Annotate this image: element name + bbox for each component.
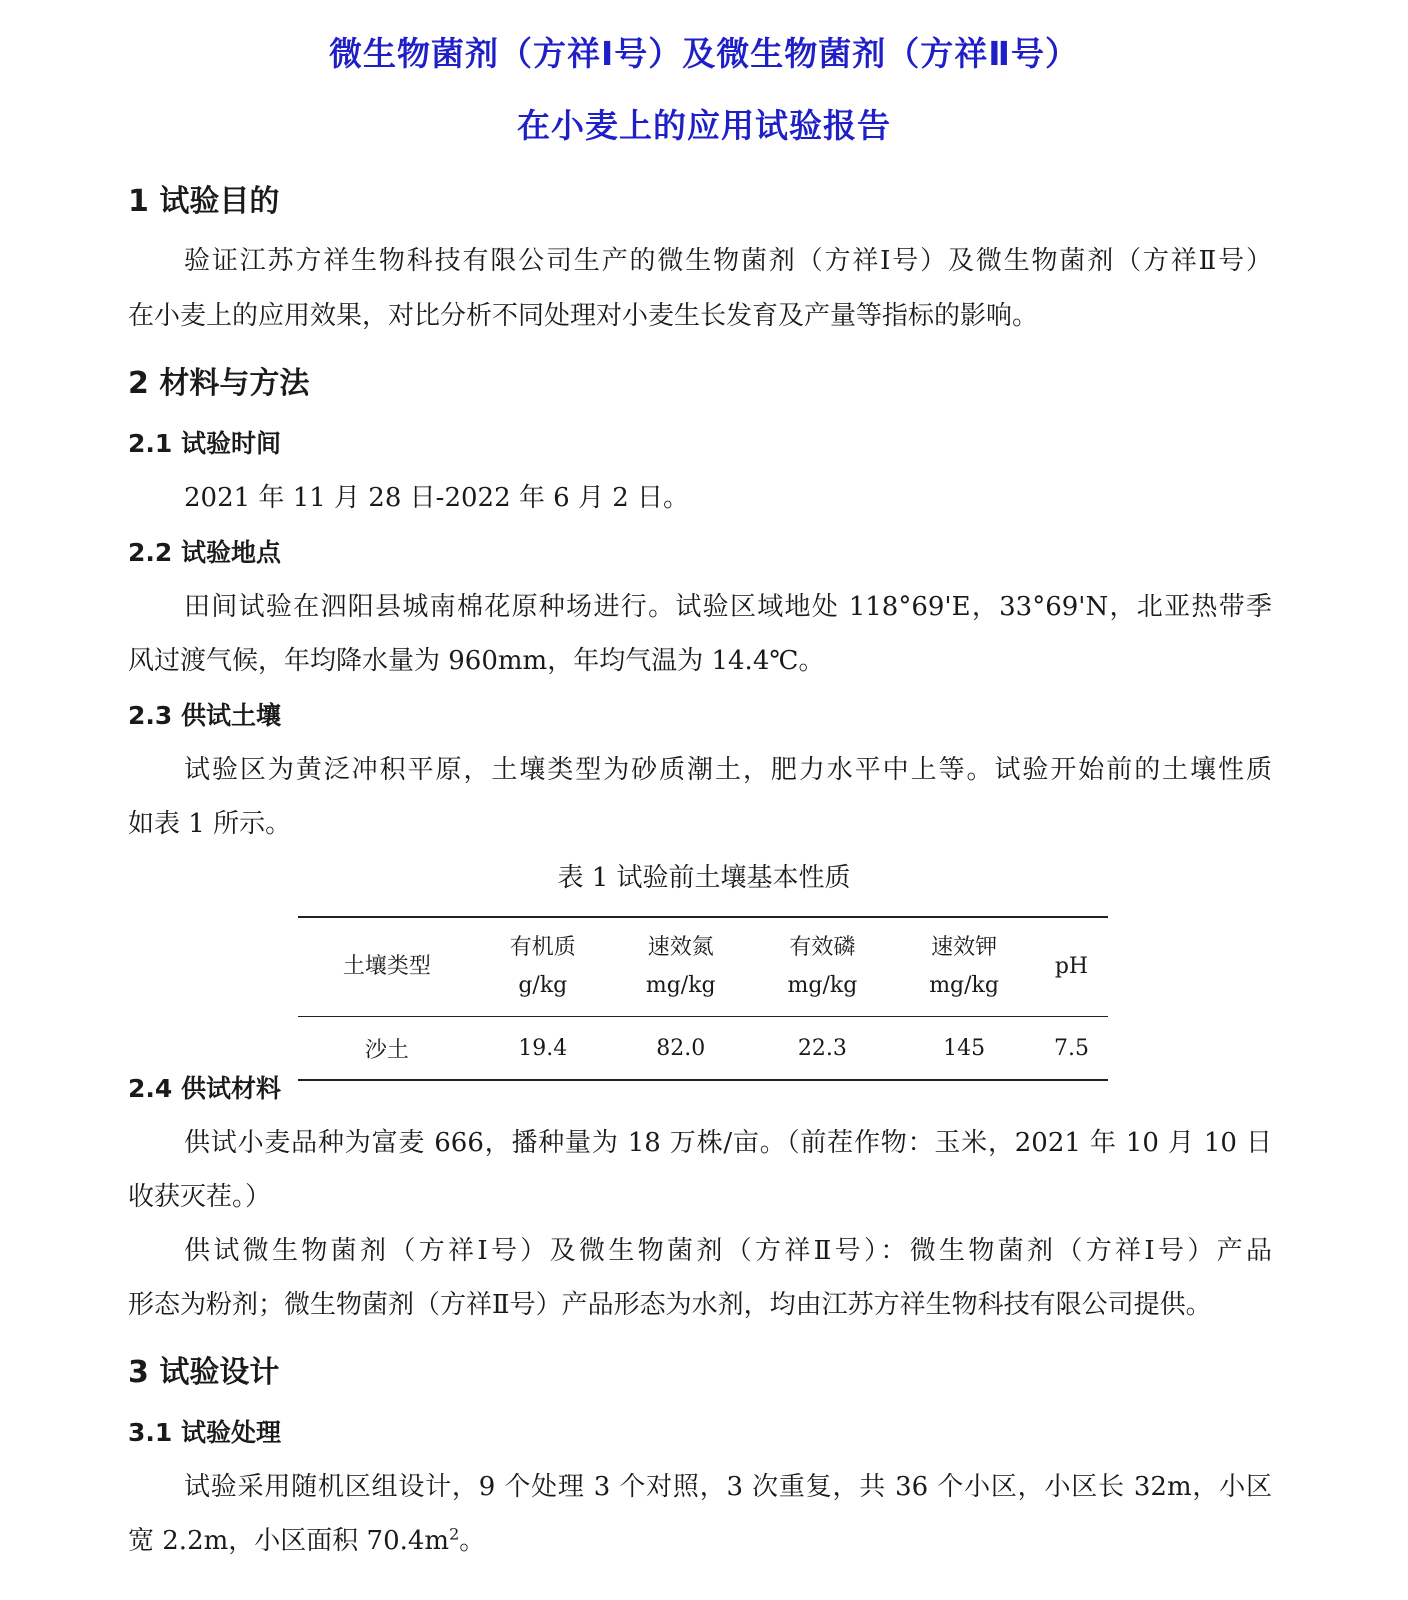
paragraph-line: 供试微生物菌剂（方祥Ⅰ号）及微生物菌剂（方祥Ⅱ号）：微生物菌剂（方祥Ⅰ号）产品 xyxy=(184,1236,1272,1266)
paragraph-line: 如表 1 所示。 xyxy=(128,809,292,839)
table-cell: 22.3 xyxy=(797,1035,847,1061)
subsection-heading-2-4: 2.4 供试材料 xyxy=(128,1074,281,1103)
column-header: 速效钾 mg/kg xyxy=(893,917,1035,1017)
paragraph-line: 供试小麦品种为富麦 666，播种量为 18 万株/亩。（前茬作物：玉米，2021 年 10 月 10 日 xyxy=(184,1128,1272,1158)
subsection-heading-2-2: 2.2 试验地点 xyxy=(128,538,281,567)
column-header: 有机质 g/kg xyxy=(476,917,610,1017)
table-caption: 表 1 试验前土壤基本性质 xyxy=(557,863,851,893)
table-row xyxy=(298,1017,1108,1081)
paragraph-line: 收获灭茬。） xyxy=(128,1182,272,1212)
subsection-heading-2-3: 2.3 供试土壤 xyxy=(128,701,281,730)
paragraph-line: 风过渡气候，年均降水量为 960mm，年均气温为 14.4℃。 xyxy=(128,646,825,676)
paragraph-line: 形态为粉剂；微生物菌剂（方祥Ⅱ号）产品形态为水剂，均由江苏方祥生物科技有限公司提供。 xyxy=(128,1290,1212,1320)
paragraph-line: 试验采用随机区组设计，9 个处理 3 个对照，3 次重复，共 36 个小区，小区长 32m，小区 xyxy=(184,1472,1272,1502)
table-cell: 沙土 xyxy=(364,1037,409,1063)
paragraph-line: 试验区为黄泛冲积平原，土壤类型为砂质潮土，肥力水平中上等。试验开始前的土壤性质 xyxy=(184,755,1272,785)
paragraph-line: 2021 年 11 月 28 日-2022 年 6 月 2 日。 xyxy=(184,483,690,513)
section-heading-3: 3 试验设计 xyxy=(128,1355,280,1390)
column-header: pH xyxy=(1035,917,1108,1017)
section-heading-2: 2 材料与方法 xyxy=(128,366,310,401)
table-cell: 145 xyxy=(943,1035,986,1061)
table-cell: 19.4 xyxy=(518,1035,568,1061)
subsection-heading-2-1: 2.1 试验时间 xyxy=(128,429,281,458)
report-title-line-1: 微生物菌剂（方祥Ⅰ号）及微生物菌剂（方祥Ⅱ号） xyxy=(328,34,1079,73)
table-cell: 7.5 xyxy=(1053,1035,1089,1061)
section-heading-1: 1 试验目的 xyxy=(128,184,280,219)
column-header: 速效氮 mg/kg xyxy=(610,917,752,1017)
column-header: 土壤类型 xyxy=(298,917,476,1017)
paragraph-line: 宽 2.2m，小区面积 $70.4m^2$。 xyxy=(128,1524,486,1556)
table-cell: 82.0 xyxy=(656,1035,706,1061)
subsection-heading-3-1: 3.1 试验处理 xyxy=(128,1418,281,1447)
table-header-row xyxy=(298,917,1108,1017)
report-title-line-2: 在小麦上的应用试验报告 xyxy=(517,106,891,145)
paragraph-line: 田间试验在泗阳县城南棉花原种场进行。试验区域地处 118°69'E，33°69'N，北亚热带季 xyxy=(184,592,1272,622)
paragraph-line: 验证江苏方祥生物科技有限公司生产的微生物菌剂（方祥Ⅰ号）及微生物菌剂（方祥Ⅱ号） xyxy=(184,246,1272,276)
column-header: 有效磷 mg/kg xyxy=(752,917,894,1017)
soil-properties-table xyxy=(298,916,1108,1081)
paragraph-line: 在小麦上的应用效果，对比分析不同处理对小麦生长发育及产量等指标的影响。 xyxy=(128,301,1039,331)
